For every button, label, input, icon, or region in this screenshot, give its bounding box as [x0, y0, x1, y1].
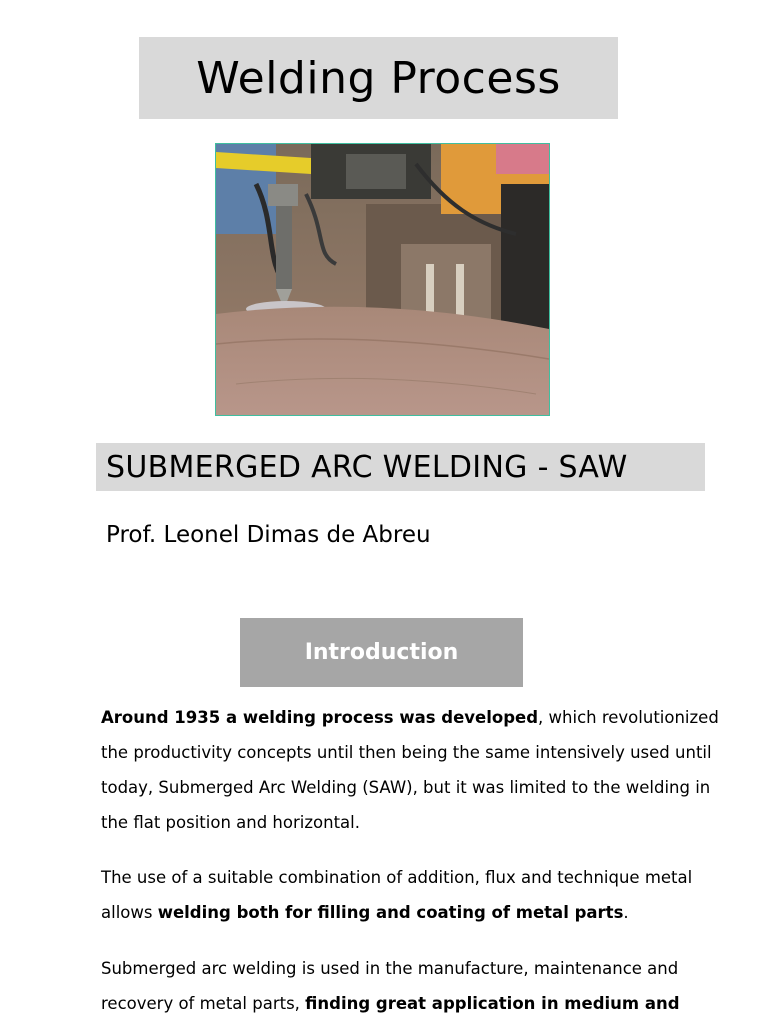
paragraph-3	[101, 951, 741, 1021]
paragraph-1-bold: Around 1935 a welding process was developed	[101, 708, 539, 727]
paragraph-1	[101, 700, 741, 840]
title-banner	[139, 37, 618, 119]
author-name: Prof. Leonel Dimas de Abreu	[106, 522, 431, 548]
paragraph-1-text: , which revolutionized the productivity concepts until then being the same intensively used until today, Submerged Arc Welding (SAW), but it was limited to the welding in the flat position and horizontal.	[101, 708, 719, 832]
subtitle-banner	[96, 443, 705, 491]
paragraph-2-bold: welding both for filling and coating of metal parts	[157, 903, 624, 922]
welding-photo	[215, 143, 550, 416]
paragraph-3-bold: finding great application in medium and	[305, 994, 680, 1013]
welding-machine-image	[216, 144, 549, 415]
paragraph-2	[101, 860, 741, 930]
document-title: Welding Process	[196, 52, 561, 104]
section-heading-banner	[240, 618, 523, 687]
paragraph-2-tail: .	[623, 903, 629, 922]
paragraph-2-lead: The use of a suitable combination of addition, flux and technique metal allows	[101, 868, 693, 922]
section-heading: Introduction	[304, 640, 459, 665]
document-subtitle: SUBMERGED ARC WELDING - SAW	[106, 449, 628, 485]
paragraph-3-lead: Submerged arc welding is used in the manufacture, maintenance and recovery of metal parts,	[101, 959, 679, 1013]
